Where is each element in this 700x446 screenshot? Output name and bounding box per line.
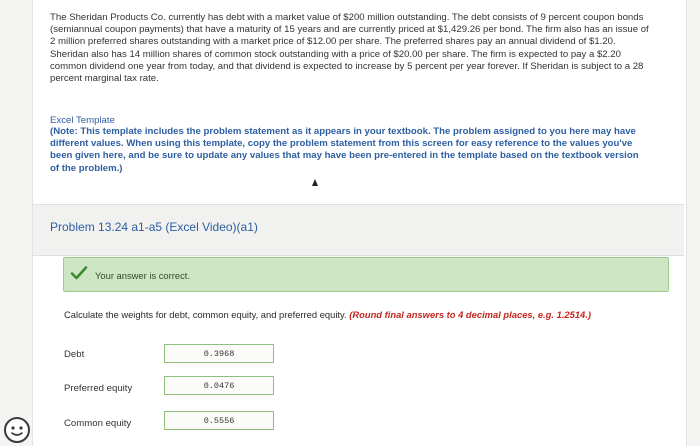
rounding-hint: (Round final answers to 4 decimal places, e.g. 1.2514.) [349,309,591,320]
problem-title: Problem 13.24 a1-a5 (Excel Video)(a1) [50,220,258,234]
correct-answer-message: Your answer is correct. [95,270,191,281]
check-icon [70,265,88,281]
problem-statement: The Sheridan Products Co. currently has debt with a market value of $200 million outstanding. The debt consists of 9 percent coupon bonds (semiannual coupon payments) that have a maturity of 15 years and are currently priced at $1,429.26 per bond. The firm also has an issue of 2 million preferred shares outstanding with a market price of $12.00 per share. The preferred shares pay an annual dividend of $1.20. Sheridan also has 14 million shares of common stock outstanding with a price of $20.00 per share. The firm is expected to pay a $2.20 common dividend one year from today, and that dividend is expected to increase by 5 percent per year forever. If Sheridan is subject to a 28 percent marginal tax rate. [50,12,649,85]
debt-answer-field[interactable]: 0.3968 [164,344,274,363]
excel-template-link[interactable]: Excel Template [50,115,115,126]
excel-template-note: (Note: This template includes the problem statement as it appears in your textbook. The problem assigned to you here may have different values. When using this template, copy the problem statement from this screen for easy reference to the values you've been given here, and be sure to update any values that may have been pre-entered in the template based on the textbook version of the problem.) [50,126,639,174]
preferred-equity-answer-field[interactable]: 0.0476 [164,376,274,395]
common-equity-answer-field[interactable]: 0.5556 [164,411,274,430]
question-text [64,309,664,320]
debt-label: Debt [64,349,85,360]
common-equity-label: Common equity [64,418,132,429]
mouse-cursor [312,179,318,186]
help-chat-icon[interactable] [2,415,32,445]
preferred-equity-label: Preferred equity [64,383,133,394]
question-prompt: Calculate the weights for debt, common equity, and preferred equity. [64,309,347,320]
